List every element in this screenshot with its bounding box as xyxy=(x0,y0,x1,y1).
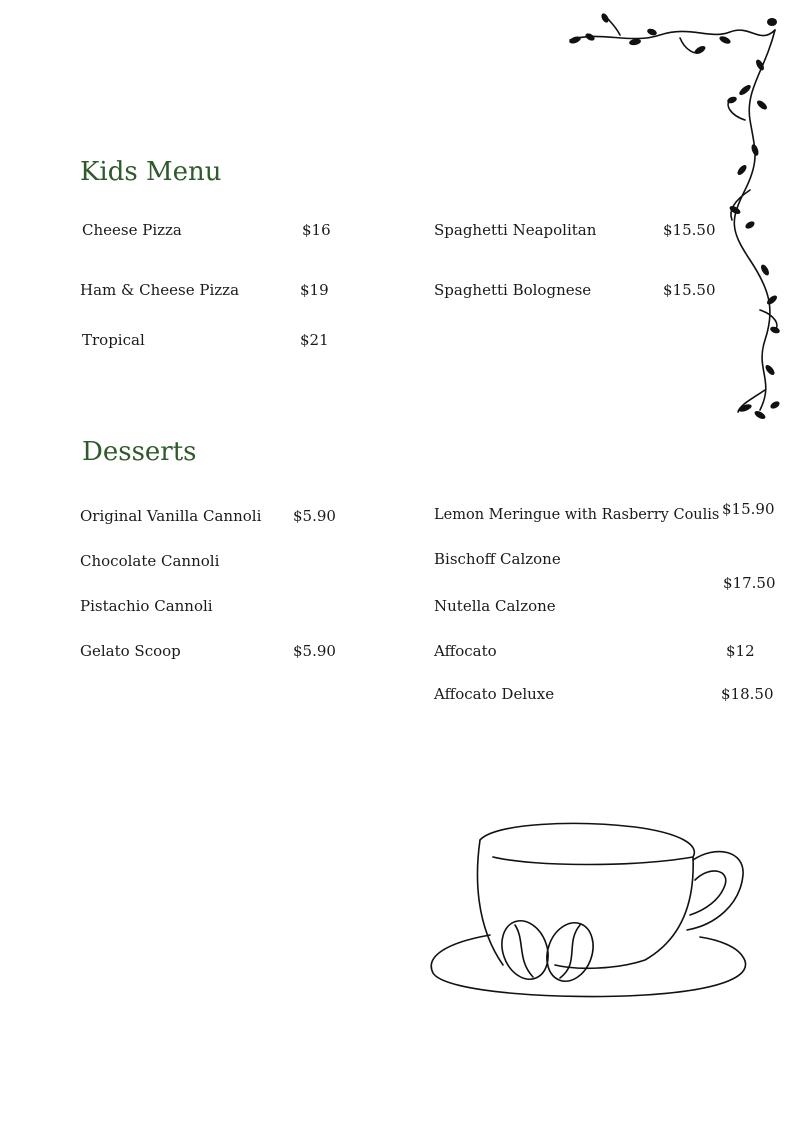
menu-item-price: $17.50 xyxy=(723,574,776,592)
menu-item-price: $15.90 xyxy=(722,500,775,518)
menu-item-name: Lemon Meringue with Rasberry Coulis xyxy=(434,507,720,523)
kids-menu-heading: Kids Menu xyxy=(80,157,222,187)
menu-item-name: Affocato xyxy=(434,642,497,660)
menu-item-price: $18.50 xyxy=(721,685,774,703)
menu-item-name: Chocolate Cannoli xyxy=(80,552,220,570)
menu-item-name: Nutella Calzone xyxy=(434,597,556,615)
menu-item-name: Spaghetti Bolognese xyxy=(434,281,592,299)
menu-item-price: $5.90 xyxy=(293,507,336,525)
menu-item-price: $19 xyxy=(300,281,329,299)
menu-item-name: Original Vanilla Cannoli xyxy=(80,507,262,525)
menu-item-name: Affocato Deluxe xyxy=(434,685,555,703)
floral-vine-illustration xyxy=(560,10,794,430)
menu-item-price: $15.50 xyxy=(663,221,716,239)
menu-item-price: $21 xyxy=(300,331,329,349)
menu-item-price: $5.90 xyxy=(293,642,336,660)
menu-item-name: Bischoff Calzone xyxy=(434,550,561,568)
menu-item-name: Gelato Scoop xyxy=(80,642,181,660)
desserts-heading: Desserts xyxy=(82,437,197,467)
menu-item-price: $15.50 xyxy=(663,281,716,299)
menu-item-name: Tropical xyxy=(82,331,145,349)
menu-item-name: Ham & Cheese Pizza xyxy=(80,281,240,299)
menu-item-name: Spaghetti Neapolitan xyxy=(434,221,597,239)
coffee-cup-line-drawing xyxy=(425,815,755,1005)
menu-item-price: $16 xyxy=(302,221,331,239)
menu-item-name: Pistachio Cannoli xyxy=(80,597,213,615)
menu-item-name: Cheese Pizza xyxy=(82,221,182,239)
menu-item-price: $12 xyxy=(726,642,755,660)
